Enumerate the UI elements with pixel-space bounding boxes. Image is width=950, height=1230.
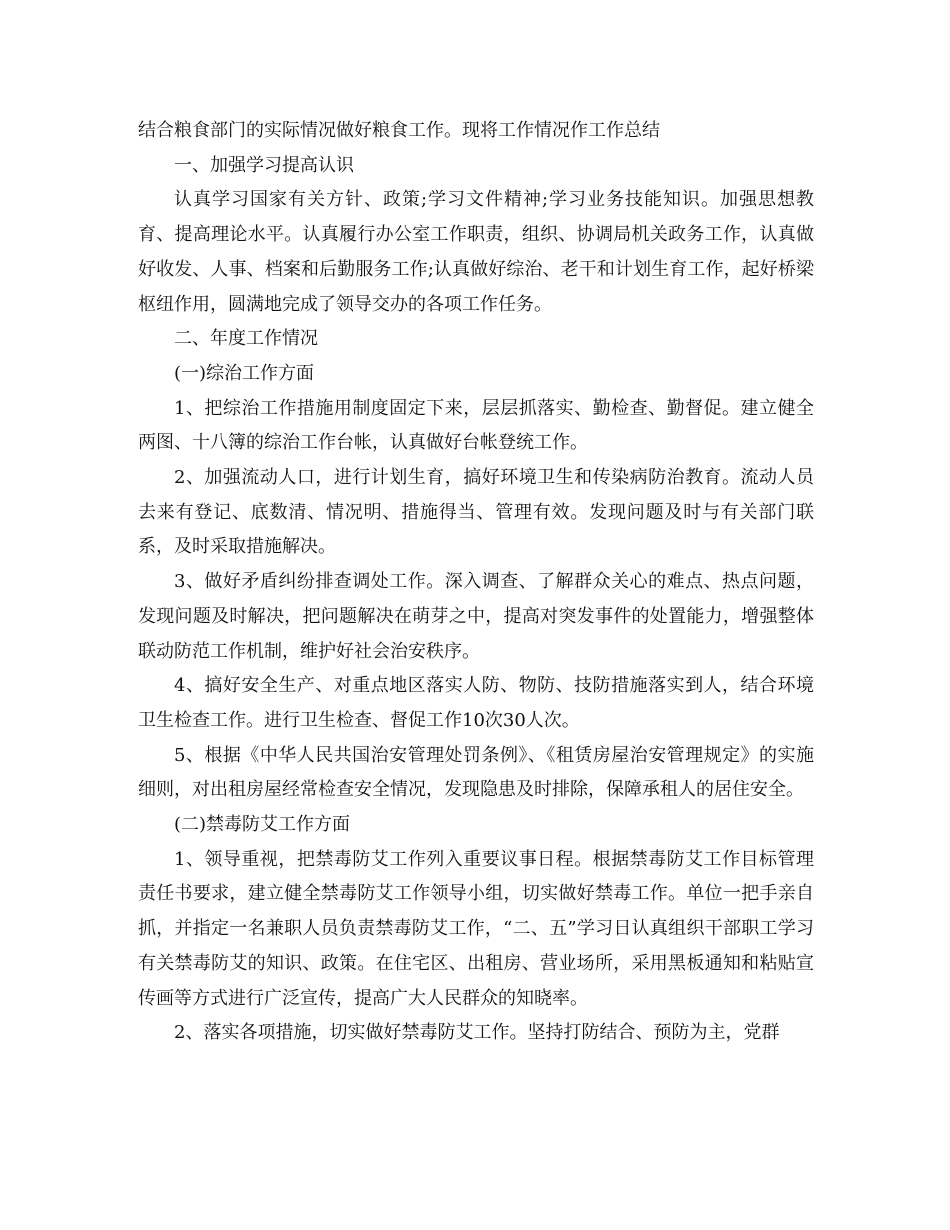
paragraph-item-2: 2、加强流动人口，进行计划生育，搞好环境卫生和传染病防治教育。流动人员去来有登记、底数清、情况明、措施得当、管理有效。发现问题及时与有关部门联系，及时采取措施解决。: [138, 467, 814, 558]
subheading-comprehensive: (一)综治工作方面: [174, 362, 315, 384]
heading-section-1: 一、加强学习提高认识: [174, 154, 354, 176]
paragraph-item-5: 5、根据《中华人民共国治安管理处罚条例》、《租赁房屋治安管理规定》的实施细则，对出租房屋经常检查安全情况，发现隐患及时排除，保障承租人的居住安全。: [138, 744, 814, 801]
paragraph-drug-item-2: 2、落实各项措施，切实做好禁毒防艾工作。坚持打防结合、预防为主，党群: [174, 1022, 780, 1044]
subheading-drug-aids: (二)禁毒防艾工作方面: [174, 814, 351, 836]
paragraph-item-3: 3、做好矛盾纠纷排查调处工作。深入调查、了解群众关心的难点、热点问题，发现问题及时解决，把问题解决在萌芽之中，提高对突发事件的处置能力，增强整体联动防范工作机制，维护好社会治安秩序。: [138, 571, 814, 662]
paragraph-study: 认真学习国家有关方针、政策;学习文件精神;学习业务技能知识。加强思想教育、提高理论水平。认真履行办公室工作职责，组织、协调局机关政务工作，认真做好收发、人事、档案和后勤服务工作;认真做好综治、老干和计划生育工作，起好桥梁枢纽作用，圆满地完成了领导交办的各项工作任务。: [138, 189, 814, 315]
paragraph-intro: 结合粮食部门的实际情况做好粮食工作。现将工作情况作工作总结: [138, 120, 660, 141]
paragraph-item-1: 1、把综治工作措施用制度固定下来，层层抓落实、勤检查、勤督促。建立健全两图、十八簿的综治工作台帐，认真做好台帐登统工作。: [138, 397, 814, 454]
paragraph-drug-item-1: 1、领导重视，把禁毒防艾工作列入重要议事日程。根据禁毒防艾工作目标管理责任书要求，建立健全禁毒防艾工作领导小组，切实做好禁毒工作。单位一把手亲自抓，并指定一名兼职人员负责禁毒防艾工作，“二、五”学习日认真组织干部职工学习有关禁毒防艾的知识、政策。在住宅区、出租房、营业场所，采用黑板通知和粘贴宣传画等方式进行广泛宣传，提高广大人民群众的知晓率。: [138, 848, 814, 1009]
document-page: [138, 114, 814, 1051]
paragraph-item-4: 4、搞好安全生产、对重点地区落实人防、物防、技防措施落实到人，结合环境卫生检查工作。进行卫生检查、督促工作10次30人次。: [138, 675, 814, 731]
heading-section-2: 二、年度工作情况: [174, 328, 318, 350]
